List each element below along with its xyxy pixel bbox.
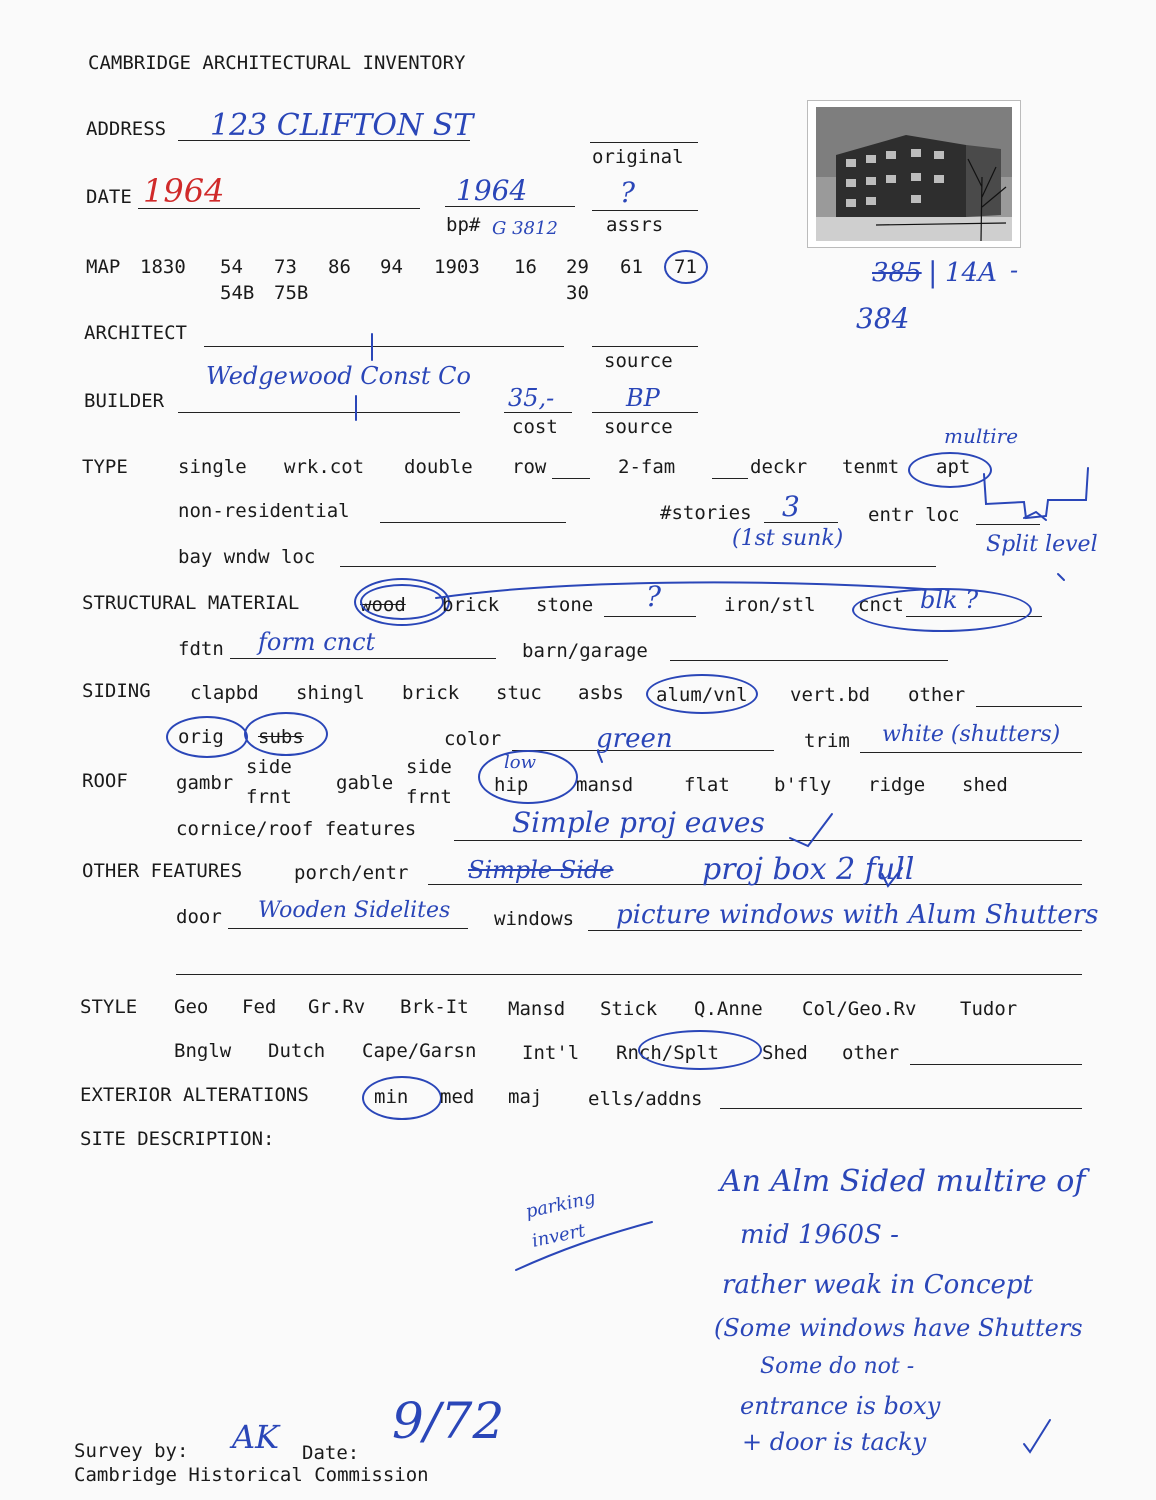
style-mansd: Mansd	[508, 998, 566, 1020]
style-shed: Shed	[762, 1042, 808, 1064]
style-q-anne: Q.Anne	[694, 998, 763, 1020]
roof-shed: shed	[962, 774, 1008, 796]
builder-source-value: BP	[626, 384, 660, 412]
plate-number-alt: 384	[856, 302, 910, 335]
barn-garage-label: barn/garage	[522, 640, 648, 662]
siding-shingl: shingl	[296, 682, 365, 704]
roof-gambr: gambr	[176, 772, 234, 794]
type-note: multire	[944, 424, 1019, 448]
other-features-label: OTHER FEATURES	[82, 860, 243, 882]
cornice-label: cornice/roof features	[176, 818, 417, 840]
fdtn-value: form cnct	[258, 628, 376, 656]
type-deckr: deckr	[750, 456, 808, 478]
organization: Cambridge Historical Commission	[74, 1464, 429, 1486]
map-label: MAP	[86, 256, 121, 278]
porch-value: proj box 2 full	[702, 852, 915, 887]
alterations-min: min	[374, 1086, 409, 1108]
style-label: STYLE	[80, 996, 138, 1018]
roof-ridge: ridge	[868, 774, 926, 796]
stories-label: #stories	[660, 502, 752, 524]
type-label: TYPE	[82, 456, 128, 478]
site-note-2: mid 1960S -	[740, 1220, 899, 1250]
style-tudor: Tudor	[960, 998, 1018, 1020]
style-fed: Fed	[242, 996, 277, 1018]
siding-clapbd: clapbd	[190, 682, 259, 704]
roof-gable: gable	[336, 772, 394, 794]
stone-value: ?	[646, 580, 662, 613]
siding-orig: orig	[178, 726, 224, 748]
porch-struck: Simple Side	[468, 856, 614, 884]
map-year-30: 30	[566, 282, 589, 304]
stories-note: (1st sunk)	[732, 526, 844, 551]
style-cape-garsn: Cape/Garsn	[362, 1040, 477, 1062]
map-year-71: 71	[674, 256, 697, 278]
siding-vert-bd: vert.bd	[790, 684, 871, 706]
windows-label: windows	[494, 908, 575, 930]
bp-label: bp#	[446, 214, 481, 236]
address-value: 123 CLIFTON ST	[210, 108, 474, 143]
type-wrk-cot: wrk.cot	[284, 456, 365, 478]
porch-label: porch/entr	[294, 862, 409, 884]
map-year-29: 29	[566, 256, 589, 278]
color-tick	[598, 752, 602, 762]
structural-connector	[436, 582, 940, 598]
map-year-1903: 1903	[434, 256, 480, 278]
parking-line	[516, 1222, 652, 1270]
date-footer-value: 9/72	[392, 1392, 505, 1450]
type-single: single	[178, 456, 247, 478]
fdtn-label: fdtn	[178, 638, 224, 660]
siding-label: SIDING	[82, 680, 151, 702]
bay-wndw-label: bay wndw loc	[178, 546, 316, 568]
map-year-54: 54	[220, 256, 243, 278]
map-year-94: 94	[380, 256, 403, 278]
plate-check: -	[1010, 256, 1019, 284]
structural-iron-stl: iron/stl	[724, 594, 816, 616]
site-note-3: rather weak in Concept	[722, 1270, 1034, 1300]
site-note-5: Some do not -	[760, 1354, 915, 1379]
siding-alum-vnl: alum/vnl	[656, 684, 748, 706]
trim-value: white (shutters)	[882, 722, 1061, 747]
structural-brick: brick	[442, 594, 500, 616]
date-value: 1964	[143, 172, 225, 210]
type-tenmt: tenmt	[842, 456, 900, 478]
siding-asbs: asbs	[578, 682, 624, 704]
survey-by-value: AK	[232, 1418, 280, 1456]
ells-addns-label: ells/addns	[588, 1088, 703, 1110]
stories-value: 3	[782, 490, 800, 523]
type-row: row	[512, 456, 547, 478]
plate-number: 14A	[945, 258, 997, 288]
roof-gable-frnt: frnt	[406, 786, 452, 808]
builder-source-label: source	[604, 416, 673, 438]
style-stick: Stick	[600, 998, 658, 1020]
structural-stone: stone	[536, 594, 594, 616]
roof-hip: hip	[494, 774, 529, 796]
map-year-75b: 75B	[274, 282, 309, 304]
cost-label: cost	[512, 416, 558, 438]
site-description-label: SITE DESCRIPTION:	[80, 1128, 275, 1150]
style-rnch-splt: Rnch/Splt	[616, 1042, 719, 1064]
type-apt: apt	[936, 456, 971, 478]
builder-value: Wedgewood Const Co	[206, 362, 471, 390]
site-note-1: An Alm Sided multire of	[720, 1164, 1086, 1199]
original-label: original	[592, 146, 684, 168]
entr-loc-value: Split level	[986, 532, 1098, 557]
map-year-86: 86	[328, 256, 351, 278]
site-note-4: (Some windows have Shutters	[714, 1314, 1083, 1342]
cornice-check	[790, 814, 832, 846]
non-residential-label: non-residential	[178, 500, 350, 522]
style-col-geo-rv: Col/Geo.Rv	[802, 998, 917, 1020]
cost-value: 35,-	[508, 384, 555, 412]
alterations-label: EXTERIOR ALTERATIONS	[80, 1084, 309, 1106]
style-bnglw: Bnglw	[174, 1040, 232, 1062]
date-footer-label: Date:	[302, 1442, 360, 1464]
site-check	[1024, 1420, 1050, 1452]
alterations-med: med	[440, 1086, 475, 1108]
map-year-54b: 54B	[220, 282, 255, 304]
cnct-value: blk ?	[920, 586, 979, 614]
style-gr-rv: Gr.Rv	[308, 996, 366, 1018]
plate-separator: |	[928, 256, 938, 289]
windows-value: picture windows with Alum Shutters	[616, 900, 1099, 930]
porch-check	[882, 868, 902, 886]
structural-mark	[1058, 574, 1064, 580]
map-year-73: 73	[274, 256, 297, 278]
assrs-value: ?	[620, 176, 636, 209]
bp-number: G 3812	[492, 218, 558, 239]
structural-label: STRUCTURAL MATERIAL	[82, 592, 300, 614]
alterations-maj: maj	[508, 1086, 543, 1108]
survey-by-label: Survey by:	[74, 1440, 189, 1462]
color-value: green	[596, 724, 673, 754]
door-value: Wooden Sidelites	[258, 898, 451, 923]
assrs-label: assrs	[606, 214, 664, 236]
color-label: color	[444, 728, 502, 750]
siding-other: other	[908, 684, 966, 706]
roof-bfly: b'fly	[774, 774, 832, 796]
map-year-16: 16	[514, 256, 537, 278]
site-note-6: entrance is boxy	[740, 1392, 941, 1420]
structural-cnct: cnct	[858, 594, 904, 616]
style-intl: Int'l	[522, 1042, 580, 1064]
trim-label: trim	[804, 730, 850, 752]
entr-loc-label: entr loc	[868, 504, 960, 526]
roof-flat: flat	[684, 774, 730, 796]
roof-gable-side: side	[406, 756, 452, 778]
siding-brick: brick	[402, 682, 460, 704]
style-brk-it: Brk-It	[400, 996, 469, 1018]
structural-wood: wood	[360, 594, 406, 616]
map-year-61: 61	[620, 256, 643, 278]
roof-hip-note: low	[504, 752, 537, 773]
architect-source-label: source	[604, 350, 673, 372]
cornice-value: Simple proj eaves	[512, 806, 765, 839]
bp-year: 1964	[456, 174, 528, 207]
site-note-7: + door is tacky	[742, 1428, 927, 1456]
architect-label: ARCHITECT	[84, 322, 187, 344]
parking-note: parking invert	[523, 1187, 598, 1252]
type-double: double	[404, 456, 473, 478]
type-2-fam: 2-fam	[618, 456, 676, 478]
style-other: other	[842, 1042, 900, 1064]
address-label: ADDRESS	[86, 118, 167, 140]
builder-label: BUILDER	[84, 390, 165, 412]
style-geo: Geo	[174, 996, 209, 1018]
entrance-diagram	[984, 468, 1088, 518]
siding-subs: subs	[258, 726, 304, 748]
siding-stuc: stuc	[496, 682, 542, 704]
map-year-1830: 1830	[140, 256, 186, 278]
roof-mansd: mansd	[576, 774, 634, 796]
roof-label: ROOF	[82, 770, 128, 792]
date-label: DATE	[86, 186, 132, 208]
door-label: door	[176, 906, 222, 928]
style-dutch: Dutch	[268, 1040, 326, 1062]
form-title: CAMBRIDGE ARCHITECTURAL INVENTORY	[88, 52, 466, 74]
roof-gambr-frnt: frnt	[246, 786, 292, 808]
plate-number-struck: 385	[872, 258, 922, 288]
roof-gambr-side: side	[246, 756, 292, 778]
